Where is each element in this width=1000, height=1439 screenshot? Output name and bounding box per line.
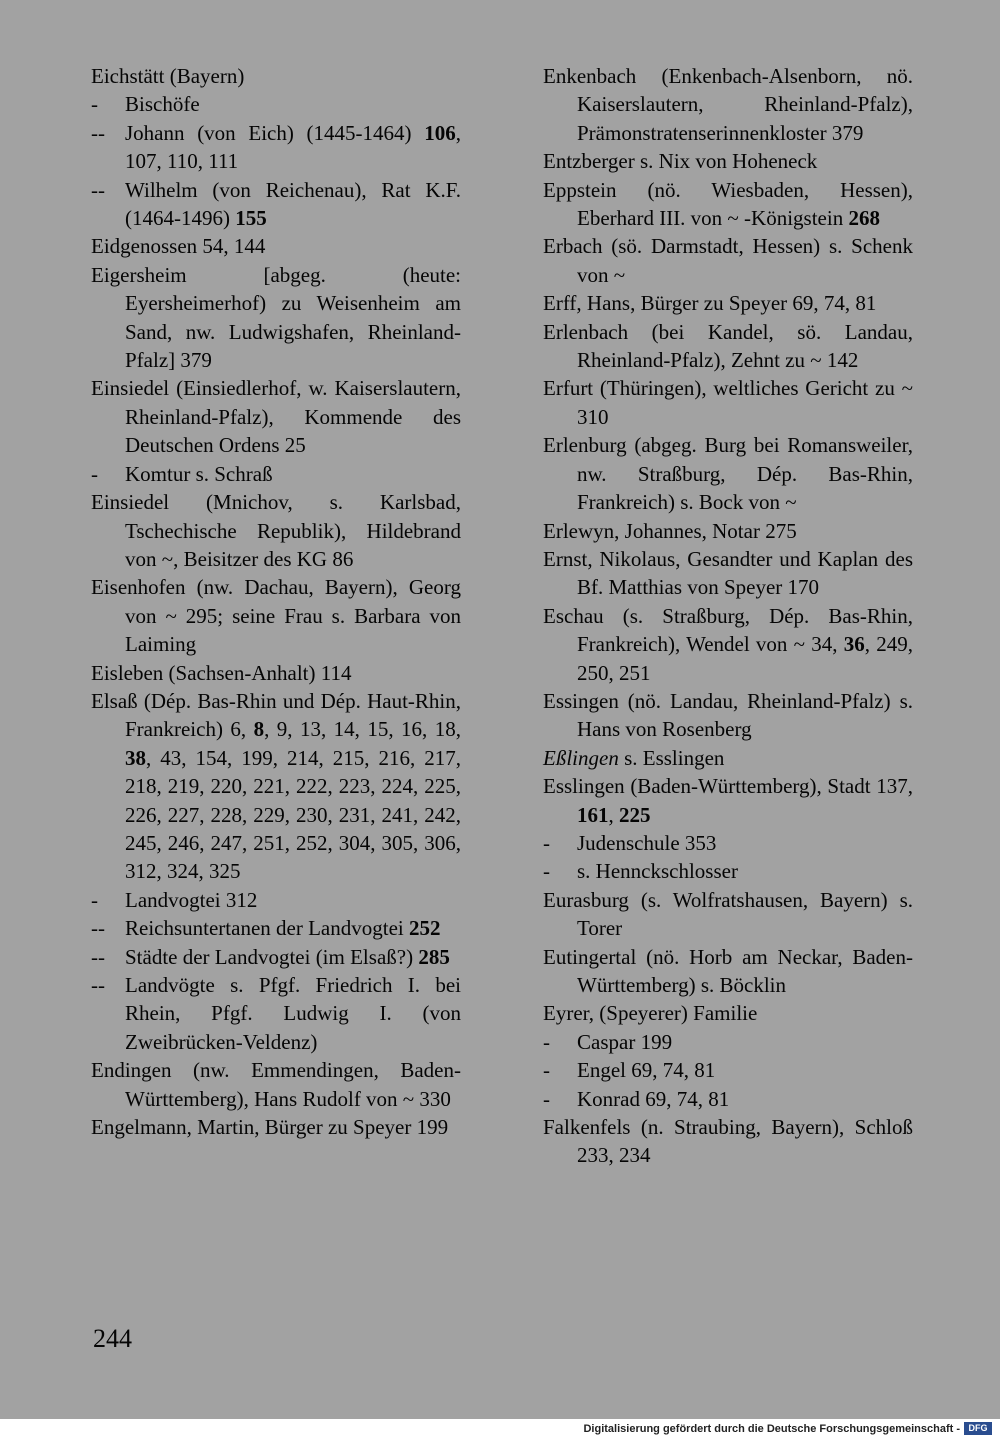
entry-text: Falkenfels (n. Straubing, Bayern), Schloß 233, 234 [543,1115,913,1168]
index-entry [91,232,461,260]
entry-text: Eyrer, (Speyerer) Familie [543,1001,758,1026]
index-entry [91,374,461,459]
page-number: 244 [93,1324,132,1353]
index-column-left [91,62,461,1141]
index-entry [543,886,913,943]
entry-text: Eßlingen s. Esslingen [543,745,725,770]
dfg-logo: DFG [964,1422,992,1435]
entry-text: Ernst, Nikolaus, Gesandter und Kaplan des Bf. Matthias von Speyer 170 [543,546,913,600]
index-entry [543,829,913,857]
index-entry [543,318,913,375]
entry-text: Landvogtei 312 [125,887,258,912]
entry-level-marker: -- [91,177,105,202]
index-entry [543,289,913,317]
entry-text: Erlenburg (abgeg. Burg bei Romansweiler, nw. Straßburg, Dép. Bas-Rhin, Frankreich) s. Bock von ~ [543,433,913,515]
index-entry [91,460,461,488]
entry-level-marker: - [91,887,98,912]
index-entry [91,687,461,886]
index-entry [543,772,913,829]
index-entry [543,1056,913,1084]
footer-credit-text: Digitalisierung gefördert durch die Deutsche Forschungsgemeinschaft - [583,1423,960,1435]
index-entry [543,62,913,147]
index-entry [91,1113,461,1141]
entry-text: Enkenbach (Enkenbach-Alsenborn, nö. Kaiserslautern, Rheinland-Pfalz), Prämonstratenserinnenkloster 379 [543,64,913,145]
entry-text: s. Hennckschlosser [577,859,738,884]
index-entry [543,147,913,175]
digitization-footer [0,1419,1000,1439]
entry-text: Judenschule 353 [577,830,717,855]
index-entry [543,857,913,885]
index-entry [543,374,913,431]
entry-text: Essingen (nö. Landau, Rheinland-Pfalz) s. Hans von Rosenberg [543,688,913,742]
index-entry [543,744,913,772]
entry-text: Städte der Landvogtei (im Elsaß?) 285 [125,944,450,969]
entry-level-marker: -- [91,944,105,969]
entry-text: Entzberger s. Nix von Hoheneck [543,149,818,174]
entry-text: Landvögte s. Pfgf. Friedrich I. bei Rhein, Pfgf. Ludwig I. (von Zweibrücken-Veldenz) [125,973,461,1054]
entry-text: Einsiedel (Mnichov, s. Karlsbad, Tschechische Republik), Hildebrand von ~, Beisitzer des KG 86 [91,490,461,571]
entry-text: Einsiedel (Einsiedlerhof, w. Kaiserslautern, Rheinland-Pfalz), Kommende des Deutschen Ordens 25 [91,376,461,458]
entry-text: Komtur s. Schraß [125,461,273,486]
index-entry [543,517,913,545]
entry-text: Erfurt (Thüringen), weltliches Gericht zu ~ 310 [543,376,913,429]
index-entry [543,687,913,744]
entry-text: Eurasburg (s. Wolfratshausen, Bayern) s. Torer [543,887,913,941]
entry-text: Eschau (s. Straßburg, Dép. Bas-Rhin, Frankreich), Wendel von ~ 34, 36, 249, 250, 251 [543,603,914,685]
entry-level-marker: - [91,461,98,486]
entry-level-marker: - [543,830,550,855]
entry-text: Erlewyn, Johannes, Notar 275 [543,518,797,543]
index-entry [91,659,461,687]
index-entry [543,431,913,516]
entry-text: Wilhelm (von Reichenau), Rat K.F. (1464-1496) 155 [125,177,461,231]
index-entry [543,1085,913,1113]
entry-text: Endingen (nw. Emmendingen, Baden-Württemberg), Hans Rudolf von ~ 330 [91,1058,461,1111]
entry-level-marker: -- [91,916,105,941]
entry-text: Eppstein (nö. Wiesbaden, Hessen), Eberhard III. von ~ -Königstein 268 [543,177,913,231]
entry-text: Engelmann, Martin, Bürger zu Speyer 199 [91,1115,449,1140]
entry-level-marker: - [543,1058,550,1083]
entry-level-marker: -- [91,120,105,145]
index-entry [91,573,461,658]
index-entry [543,545,913,602]
index-entry [543,602,913,687]
index-entry [91,119,461,176]
entry-text: Erff, Hans, Bürger zu Speyer 69, 74, 81 [543,291,877,316]
entry-text: Johann (von Eich) (1445-1464) 106, 107, 110, 111 [125,120,461,174]
entry-text: Engel 69, 74, 81 [577,1058,716,1083]
entry-text: Elsaß (Dép. Bas-Rhin und Dép. Haut-Rhin, Frankreich) 6, 8, 9, 13, 14, 15, 16, 18, 38, 43, 154, 199, 214, 215, 216, 217, 218, 219, 220, 221, 222, 223, 224, 225, 226, 227, 228, 229, 230, 231, 241, 242, 245, 246, 247, 251, 252, 304, 305, 306, 312, 324, 325 [91,688,461,884]
index-entry [91,62,461,90]
index-entry [91,488,461,573]
index-entry [543,1028,913,1056]
entry-text: Caspar 199 [577,1029,673,1054]
entry-text: Eisenhofen (nw. Dachau, Bayern), Georg von ~ 295; seine Frau s. Barbara von Laiming [91,575,461,657]
entry-level-marker: -- [91,973,105,997]
entry-text: Eigersheim [abgeg. (heute: Eyersheimerhof) zu Weisenheim am Sand, nw. Ludwigshafen, Rheinland-Pfalz] 379 [91,262,461,373]
entry-text: Esslingen (Baden-Württemberg), Stadt 137, 161, 225 [543,774,913,827]
index-entry [91,914,461,942]
index-column-right [543,62,913,1170]
entry-level-marker: - [543,1029,550,1054]
index-entry [91,261,461,375]
entry-text: Eutingertal (nö. Horb am Neckar, Baden-Württemberg) s. Böcklin [543,944,913,997]
index-entry [91,1056,461,1113]
entry-level-marker: - [543,1086,550,1111]
index-entry [543,232,913,289]
entry-text: Bischöfe [125,92,200,117]
index-entry [543,943,913,1000]
index-entry [91,90,461,118]
entry-text: Reichsuntertanen der Landvogtei 252 [125,916,441,941]
index-entry [543,176,913,233]
index-entry [543,1113,913,1170]
entry-text: Eidgenossen 54, 144 [91,234,266,259]
index-entry [543,999,913,1027]
entry-level-marker: - [543,859,550,884]
entry-level-marker: - [91,92,98,117]
entry-text: Erlenbach (bei Kandel, sö. Landau, Rheinland-Pfalz), Zehnt zu ~ 142 [543,319,913,373]
entry-text: Eisleben (Sachsen-Anhalt) 114 [91,660,352,685]
entry-text: Konrad 69, 74, 81 [577,1086,730,1111]
index-entry [91,886,461,914]
entry-text: Erbach (sö. Darmstadt, Hessen) s. Schenk von ~ [543,234,913,287]
index-entry [91,943,461,971]
index-entry [91,971,461,1056]
index-entry [91,176,461,233]
entry-text: Eichstätt (Bayern) [91,64,245,88]
